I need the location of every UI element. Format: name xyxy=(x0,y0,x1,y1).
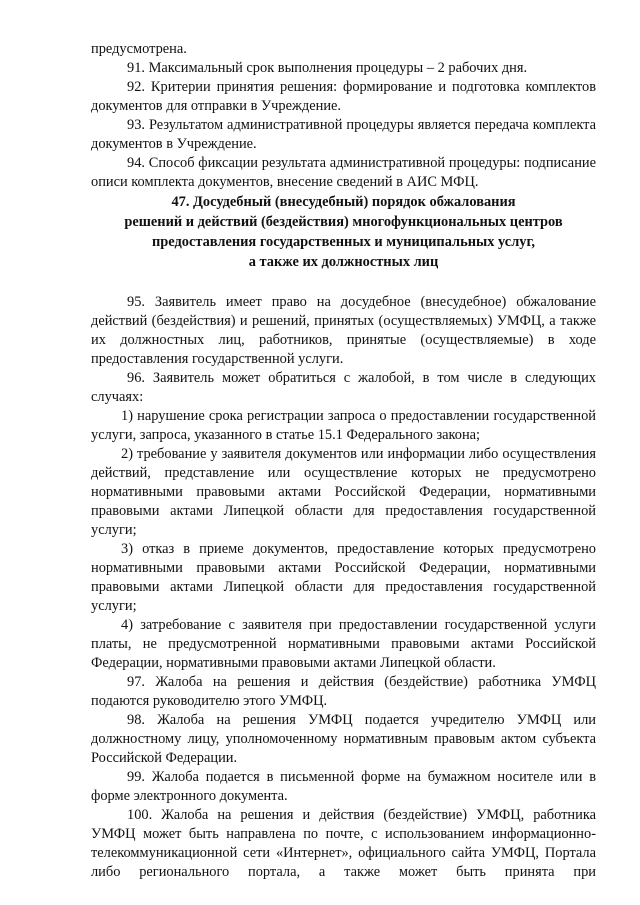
document-page xyxy=(91,40,596,882)
paragraph-93: 93. Результатом административной процедуры является передача комплекта документов в Учреждение. xyxy=(91,117,596,152)
paragraph-96: 96. Заявитель может обратиться с жалобой, в том числе в следующих случаях: xyxy=(91,370,596,405)
paragraph-91: 91. Максимальный срок выполнения процедуры – 2 рабочих дня. xyxy=(127,60,528,76)
paragraph-90-tail: предусмотрена. xyxy=(91,41,187,57)
heading-line-4: а также их должностных лиц xyxy=(248,254,439,270)
paragraph-100: 100. Жалоба на решения и действия (бездействие) УМФЦ, работника УМФЦ может быть направлена по почте, с использованием информационно-телекоммуникационной сети «Интернет», официального сайта УМФЦ, Портала либо регионального портала, а также может быть принята при xyxy=(91,807,596,880)
paragraph-99: 99. Жалоба подается в письменной форме на бумажном носителе или в форме электронного документа. xyxy=(91,769,596,804)
heading-line-2: решений и действий (бездействия) многофункциональных центров xyxy=(124,214,563,230)
paragraph-98: 98. Жалоба на решения УМФЦ подается учредителю УМФЦ или должностному лицу, уполномоченному нормативным правовым актом субъекта Российской Федерации. xyxy=(91,712,596,766)
spacer xyxy=(91,272,596,293)
list-item-96-3: 3) отказ в приеме документов, предоставление которых предусмотрено нормативными правовыми актами Российской Федерации, нормативными правовыми актами Липецкой области для предоставления государственной услуги; xyxy=(91,541,596,614)
list-item-96-4: 4) затребование с заявителя при предоставлении государственной услуги платы, не предусмотренной нормативными правовыми актами Российской Федерации, нормативными правовыми актами Липецкой области. xyxy=(91,617,596,671)
paragraph-92: 92. Критерии принятия решения: формирование и подготовка комплектов документов для отправки в Учреждение. xyxy=(91,79,596,114)
paragraph-95: 95. Заявитель имеет право на досудебное (внесудебное) обжалование действий (бездействия) и решений, принятых (осуществляемых) УМФЦ, а также их должностных лиц, работников, принятые (осуществляемые) в ходе предоставления государственной услуги. xyxy=(91,294,596,367)
list-item-96-2: 2) требование у заявителя документов или информации либо осуществления действий, представление или осуществление которых не предусмотрено нормативными правовыми актами Российской Федерации, нормативными правовыми актами Липецкой области для предоставления государственной услуги; xyxy=(91,446,596,538)
heading-line-1: 47. Досудебный (внесудебный) порядок обжалования xyxy=(171,194,516,210)
list-item-96-1: 1) нарушение срока регистрации запроса о предоставлении государственной услуги, запроса, указанного в статье 15.1 Федерального закона; xyxy=(91,408,596,443)
section-heading xyxy=(91,192,596,272)
paragraph-94: 94. Способ фиксации результата административной процедуры: подписание описи комплекта документов, внесение сведений в АИС МФЦ. xyxy=(91,155,596,190)
paragraph-97: 97. Жалоба на решения и действия (бездействие) работника УМФЦ подаются руководителю этого УМФЦ. xyxy=(91,674,596,709)
heading-line-3: предоставления государственных и муниципальных услуг, xyxy=(152,234,535,250)
